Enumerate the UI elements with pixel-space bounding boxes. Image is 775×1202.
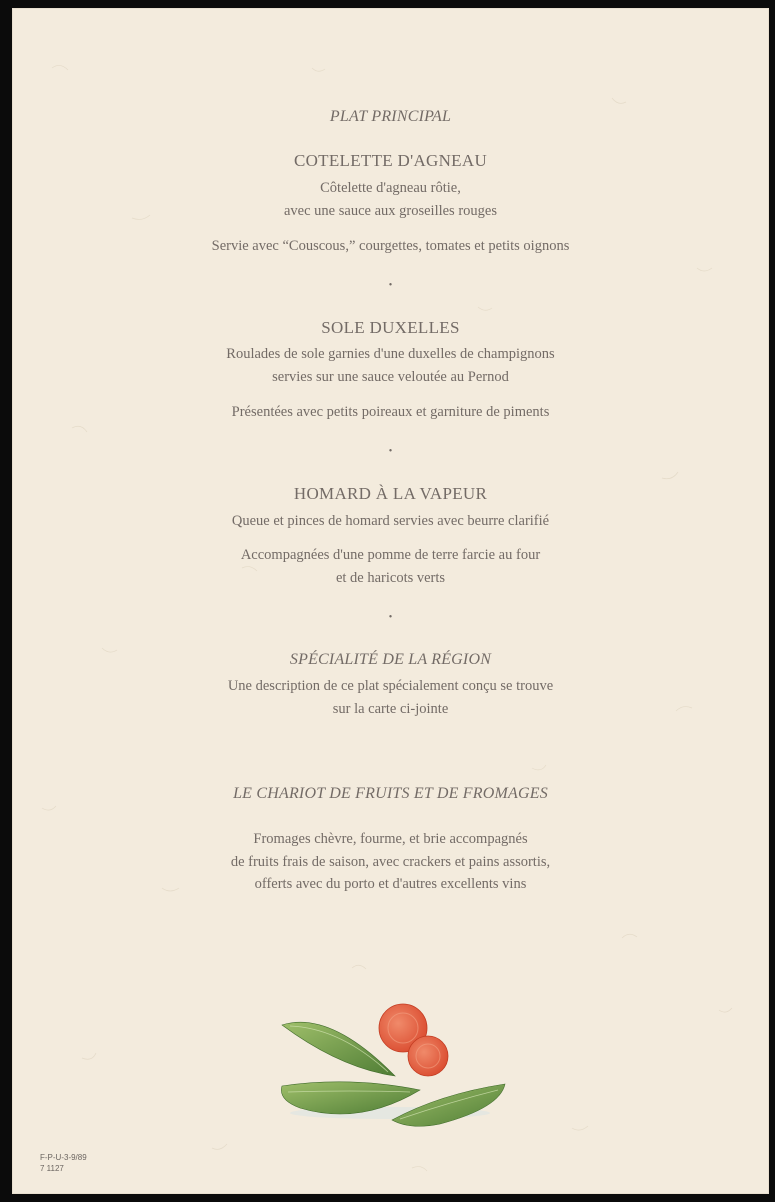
separator-dot: • [388,612,393,623]
dish-description-line: Côtelette d'agneau rôtie, [320,180,461,196]
pea-pod-upper-left [282,1022,395,1076]
cheese-cart-description-line: de fruits frais de saison, avec crackers et pains assortis, [230,854,551,870]
specialty-description-line: Une description de ce plat spécialement conçu se trouve [227,678,554,694]
dish-title-sole: SOLE DUXELLES [321,318,460,337]
specialty-description-line: sur la carte ci-jointe [332,701,449,717]
print-code-line: 7 1127 [40,1164,64,1173]
cheese-cart-description-line: offerts avec du porto et d'autres excellents vins [254,876,527,892]
cheese-cart-title: LE CHARIOT DE FRUITS ET DE FROMAGES [233,785,548,802]
specialty-title: SPÉCIALITÉ DE LA RÉGION [289,651,492,668]
section-title-main-course: PLAT PRINCIPAL [329,108,452,125]
cheese-cart-description-line: Fromages chèvre, fourme, et brie accompagnés [253,831,528,847]
dish-description-line: servies sur une sauce veloutée au Pernod [272,369,509,385]
separator-dot: • [388,446,393,457]
dish-title-lobster: HOMARD À LA VAPEUR [293,484,488,503]
pea-pods-tomatoes-illustration [270,998,510,1128]
dish-description-line: Roulades de sole garnies d'une duxelles de champignons [226,346,555,362]
dish-side-line: Servie avec “Couscous,” courgettes, tomates et petits oignons [211,238,570,254]
dish-description-line: avec une sauce aux groseilles rouges [284,203,497,219]
dish-title-lamb: COTELETTE D'AGNEAU [293,151,488,170]
print-code-line: F-P-U-3-9/89 [40,1153,87,1162]
separator-dot: • [388,280,393,291]
dish-side-line: Accompagnées d'une pomme de terre farcie au four [240,547,541,563]
dish-description-line: Queue et pinces de homard servies avec beurre clarifié [231,513,550,529]
dish-side-line: et de haricots verts [335,570,446,586]
tomato-slice-small [408,1036,448,1076]
menu-page [12,8,769,1194]
dish-side-line: Présentées avec petits poireaux et garniture de piments [231,404,550,420]
